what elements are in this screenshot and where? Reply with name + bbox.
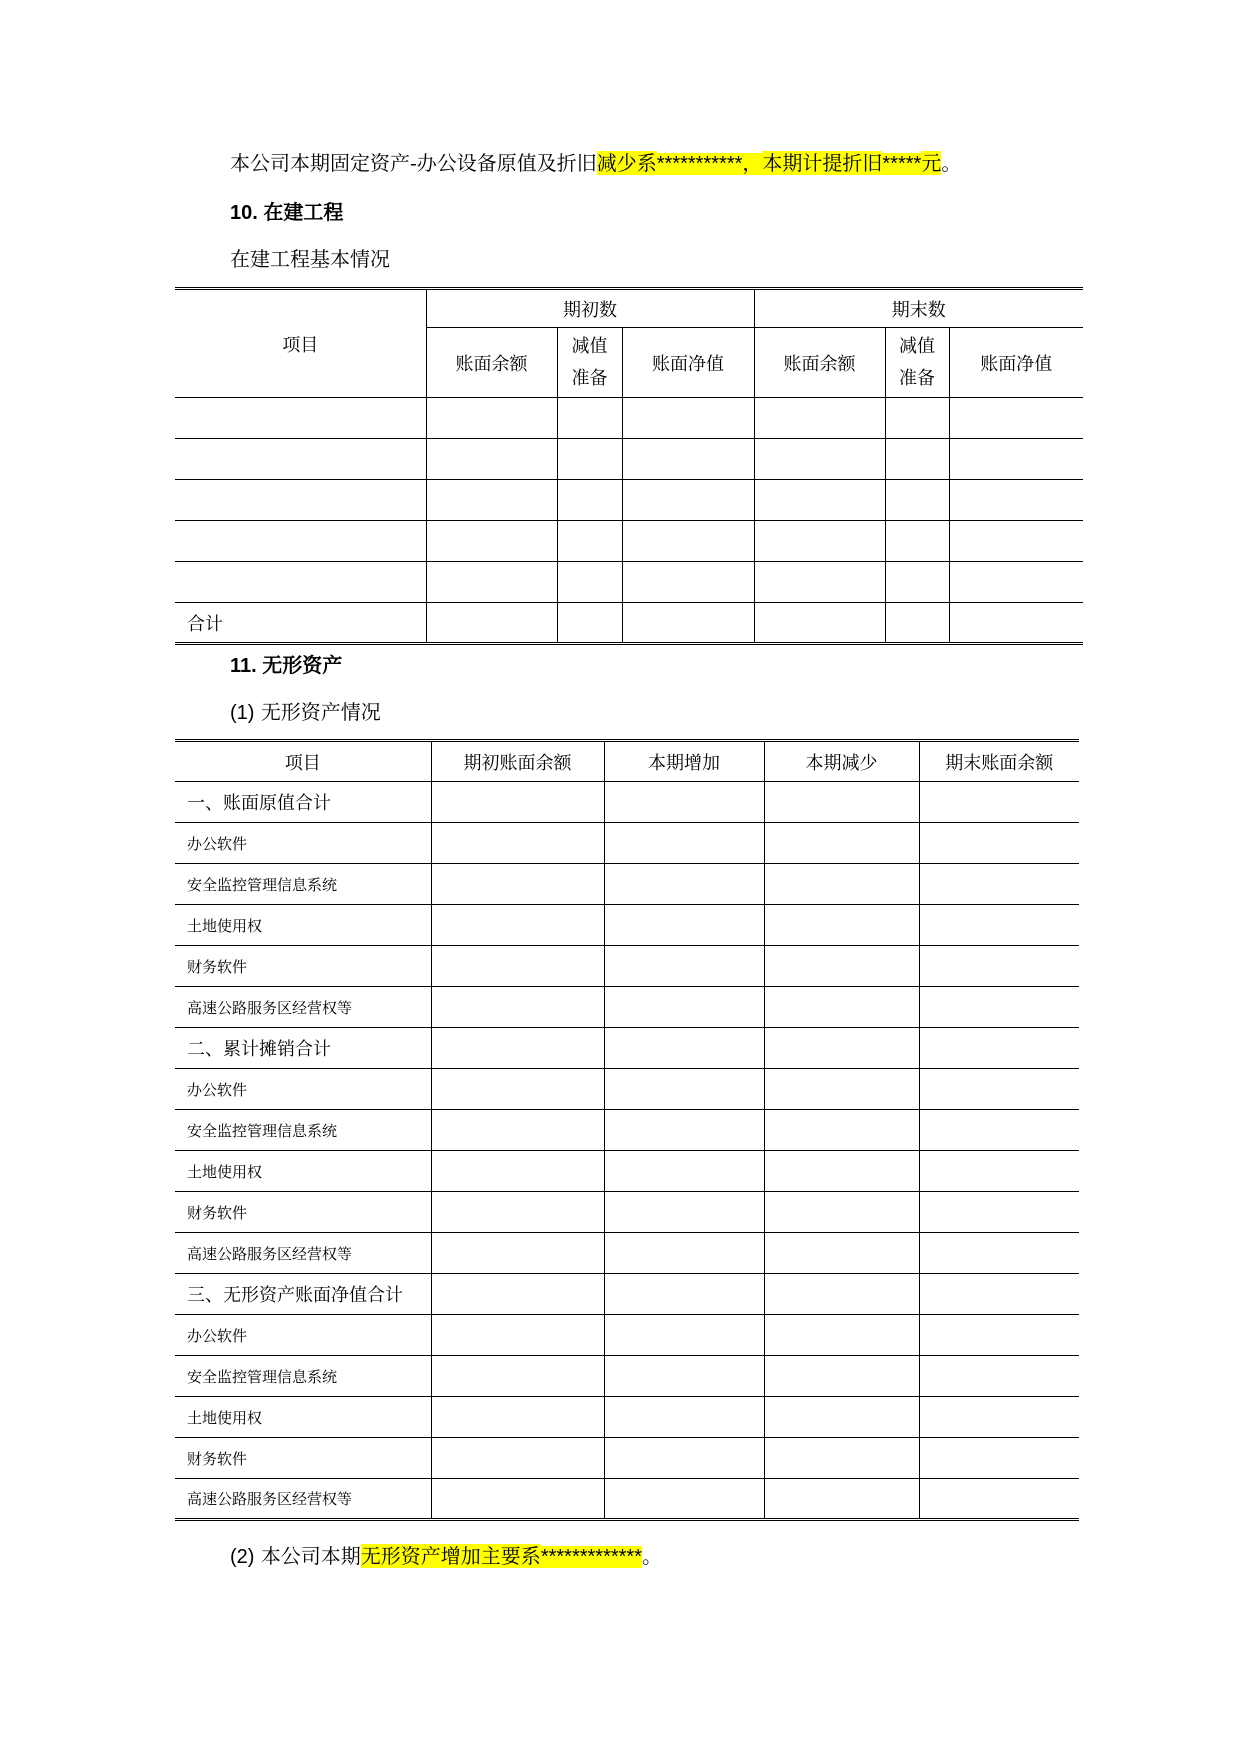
table-row: [175, 987, 1079, 1028]
table-cell: [604, 1315, 764, 1356]
table-cell: [604, 1356, 764, 1397]
table-cell: [431, 1192, 604, 1233]
table-row: [175, 1315, 1079, 1356]
table-cell: [604, 905, 764, 946]
t1-header-book-balance-begin: 账面余额: [426, 328, 557, 398]
paragraph-intangible-increase: [230, 1543, 662, 1570]
table-row: [175, 1274, 1079, 1315]
table-cell: [604, 782, 764, 823]
table-row: [175, 1110, 1079, 1151]
table-cell: [919, 1192, 1079, 1233]
t2-row-label: 安全监控管理信息系统: [175, 864, 431, 905]
section-10-heading: [230, 196, 343, 225]
table-cell: [919, 864, 1079, 905]
table-cell: [604, 1233, 764, 1274]
intangible-assets-table: [175, 739, 1079, 1521]
para1-suffix: 。: [941, 151, 962, 175]
t1-header-impairment-begin: 减值 准备: [557, 328, 622, 398]
table-cell: [604, 1028, 764, 1069]
table-cell: [431, 946, 604, 987]
table-cell: [764, 1233, 919, 1274]
table-cell: [431, 905, 604, 946]
t1-header-begin: 期初数: [426, 289, 754, 328]
table-row: [175, 521, 1083, 562]
para2-prefix: 本公司本期: [260, 1544, 361, 1568]
table-row: [175, 1069, 1079, 1110]
t1-header-end: 期末数: [754, 289, 1083, 328]
section-11-sub1-title: 无形资产情况: [260, 700, 381, 724]
t2-row-label: 办公软件: [175, 1069, 431, 1110]
table-cell: [919, 1479, 1079, 1520]
table-row: [175, 439, 1083, 480]
table-cell: [431, 1233, 604, 1274]
t2-header-row: [175, 741, 1079, 782]
t2-row-label: 财务软件: [175, 1192, 431, 1233]
table-cell: [431, 1315, 604, 1356]
table-cell: [764, 1356, 919, 1397]
table-row: [175, 782, 1079, 823]
table-cell: [919, 1438, 1079, 1479]
table-cell: [919, 1028, 1079, 1069]
table-row: [175, 562, 1083, 603]
table-cell: [604, 1274, 764, 1315]
t2-row-label: 办公软件: [175, 1315, 431, 1356]
table-cell: [604, 1069, 764, 1110]
paragraph-fixed-assets: [230, 150, 961, 177]
table-cell: [604, 1151, 764, 1192]
table-cell: [764, 823, 919, 864]
table-cell: [431, 1274, 604, 1315]
table-cell: [431, 1028, 604, 1069]
table-cell: [764, 1192, 919, 1233]
t1-header-book-balance-end: 账面余额: [754, 328, 885, 398]
construction-in-progress-table: [175, 287, 1083, 645]
table-row: [175, 480, 1083, 521]
section-11-heading: [230, 649, 342, 678]
table-row: [175, 905, 1079, 946]
section-10-subtitle: 在建工程基本情况: [230, 247, 390, 271]
table-cell: [431, 1479, 604, 1520]
table-row: [175, 1192, 1079, 1233]
table-cell: [764, 946, 919, 987]
table-row: [175, 823, 1079, 864]
t2-header-increase: 本期增加: [604, 741, 764, 782]
table-cell: [604, 987, 764, 1028]
section-11-sub1-number: (1): [230, 702, 255, 724]
table-cell: [764, 905, 919, 946]
para1-highlight-5: 元: [921, 151, 942, 175]
t2-header-end-balance: 期末账面余额: [919, 741, 1079, 782]
table-cell: [604, 1192, 764, 1233]
t1-header-net-value-end: 账面净值: [949, 328, 1083, 398]
table-row: [175, 946, 1079, 987]
table-cell: [431, 1069, 604, 1110]
t1-total-row: [175, 603, 1083, 644]
para1-highlight-2: ***********，: [656, 153, 763, 175]
table-cell: [431, 1438, 604, 1479]
para2-highlight-2: *************: [540, 1546, 642, 1568]
table-row: [175, 864, 1079, 905]
para2-suffix: 。: [642, 1544, 662, 1568]
t2-header-item: 项目: [175, 741, 431, 782]
para2-highlight-1: 无形资产增加主要系: [360, 1544, 541, 1568]
table-cell: [604, 1110, 764, 1151]
t2-row-label: 土地使用权: [175, 905, 431, 946]
t2-row-label: 土地使用权: [175, 1397, 431, 1438]
table-cell: [764, 1110, 919, 1151]
section-11-number: 11.: [230, 655, 257, 677]
table-cell: [604, 1438, 764, 1479]
t1-total-label: 合计: [175, 603, 426, 644]
t2-row-label: 安全监控管理信息系统: [175, 1110, 431, 1151]
para1-highlight-1: 减少系: [596, 151, 657, 175]
table-cell: [431, 1110, 604, 1151]
table-cell: [764, 1397, 919, 1438]
table-cell: [919, 1151, 1079, 1192]
section-11-subheading: [230, 699, 381, 726]
table-cell: [764, 1315, 919, 1356]
table-cell: [764, 1274, 919, 1315]
t1-header-item: 项目: [175, 289, 426, 398]
table-row: [175, 1438, 1079, 1479]
para1-highlight-4: *****: [882, 153, 922, 175]
table-cell: [919, 823, 1079, 864]
table-cell: [919, 1315, 1079, 1356]
section-11-title: 无形资产: [262, 655, 343, 677]
table-cell: [431, 782, 604, 823]
table-cell: [919, 782, 1079, 823]
t2-row-label: 二、累计摊销合计: [175, 1028, 431, 1069]
table-cell: [919, 1397, 1079, 1438]
table-cell: [919, 1233, 1079, 1274]
table-cell: [604, 946, 764, 987]
t2-header-begin-balance: 期初账面余额: [431, 741, 604, 782]
table-cell: [604, 864, 764, 905]
t2-row-label: 高速公路服务区经营权等: [175, 987, 431, 1028]
table-cell: [764, 987, 919, 1028]
table-cell: [764, 1028, 919, 1069]
t2-row-label: 土地使用权: [175, 1151, 431, 1192]
table-cell: [919, 946, 1079, 987]
t2-row-label: 高速公路服务区经营权等: [175, 1479, 431, 1520]
t2-header-decrease: 本期减少: [764, 741, 919, 782]
table-cell: [764, 1151, 919, 1192]
table-row: [175, 1479, 1079, 1520]
table-row: [175, 1397, 1079, 1438]
t2-row-label: 财务软件: [175, 1438, 431, 1479]
para1-highlight-3: 本期计提折旧: [762, 151, 883, 175]
table-cell: [764, 782, 919, 823]
table-cell: [764, 1438, 919, 1479]
t2-row-label: 办公软件: [175, 823, 431, 864]
table-cell: [919, 1274, 1079, 1315]
para2-number: (2): [230, 1546, 255, 1568]
table-cell: [919, 987, 1079, 1028]
table-cell: [764, 1069, 919, 1110]
table-cell: [431, 1151, 604, 1192]
t2-row-label: 安全监控管理信息系统: [175, 1356, 431, 1397]
t2-row-label: 高速公路服务区经营权等: [175, 1233, 431, 1274]
table-cell: [919, 905, 1079, 946]
section-10-title: 在建工程: [263, 202, 344, 224]
t2-row-label: 财务软件: [175, 946, 431, 987]
table-row: [175, 1151, 1079, 1192]
table-cell: [919, 1110, 1079, 1151]
table-row: [175, 1233, 1079, 1274]
t2-row-label: 一、账面原值合计: [175, 782, 431, 823]
table-cell: [764, 1479, 919, 1520]
table-cell: [431, 864, 604, 905]
table-cell: [604, 823, 764, 864]
table-cell: [604, 1479, 764, 1520]
section-10-number: 10.: [230, 202, 258, 224]
table-row: [175, 1028, 1079, 1069]
table-cell: [431, 1397, 604, 1438]
table-cell: [604, 1397, 764, 1438]
table-cell: [431, 987, 604, 1028]
table-row: [175, 1356, 1079, 1397]
table-cell: [919, 1356, 1079, 1397]
para1-prefix: 本公司本期固定资产-办公设备原值及折旧: [230, 151, 597, 175]
table-row: [175, 398, 1083, 439]
table-cell: [919, 1069, 1079, 1110]
table-cell: [431, 1356, 604, 1397]
t2-row-label: 三、无形资产账面净值合计: [175, 1274, 431, 1315]
t1-header-impairment-end: 减值 准备: [885, 328, 949, 398]
t1-header-net-value-begin: 账面净值: [622, 328, 754, 398]
table-cell: [431, 823, 604, 864]
table-cell: [764, 864, 919, 905]
